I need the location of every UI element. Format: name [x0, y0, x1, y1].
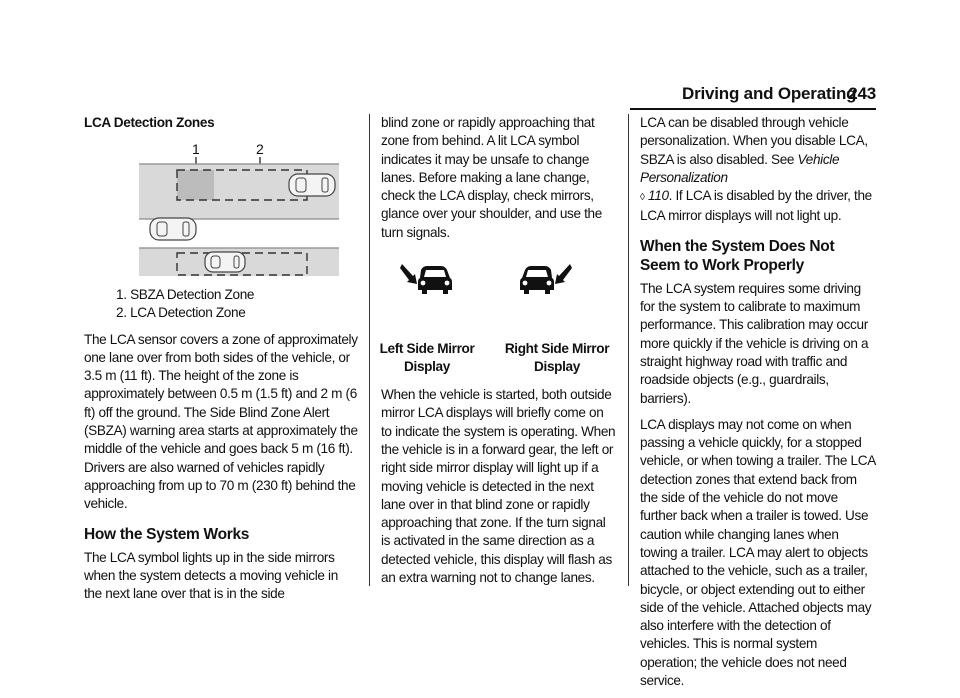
- paragraph: The LCA sensor covers a zone of approximately one lane over from both sides of the vehicle, or 3.5 m (11 ft). The height of the zone is approximately between 0.5 m (1.5 ft) and 2 m (6 ft) off the ground. The Side Blind Zone Alert (SBZA) warning area starts at approximately the middle of the vehicle and goes back 5 m (16 ft). Drivers are also warned of vehicles rapidly approaching from up to 70 m (230 ft) behind the vehicle.: [84, 331, 358, 512]
- column-divider-1: [369, 114, 370, 586]
- vehicle-upper: [289, 174, 335, 196]
- page-ref-icon: ◊: [640, 192, 645, 204]
- paragraph: The LCA symbol lights up in the side mirrors when the system detects a moving vehicle in the next lane over that is in the side: [84, 549, 338, 602]
- page-number: 243: [848, 84, 876, 103]
- legend-item: 1. SBZA Detection Zone: [116, 287, 255, 302]
- paragraph: When the vehicle is started, both outside mirror LCA displays will briefly come on to indicate the system is operating. When the vehicle is in a forward gear, the left or right side mirror display will light up if a moving vehicle is detected in the next lane over in that blind zone or rapidly approaching that zone. If the turn signal is activated in the same direction as a detected vehicle, this display will flash as an extra warning not to change lanes.: [381, 387, 616, 586]
- paragraph: LCA displays may not come on when passing a vehicle quickly, for a stopped vehicle, or when towing a trailer. The LCA detection zones that extend back from the side of the vehicle do not move further back when a trailer is towed. Use caution while changing lanes when towing a trailer. LCA may alert to objects attached to the vehicle, such as a trailer, bicycle, or object extending out to either side of the vehicle. Attached objects may also interfere with the detection of vehicles. This is normal system operation; the vehicle does not need service.: [640, 416, 876, 689]
- lca-detection-zones-figure: [84, 136, 340, 276]
- left-mirror-caption: Left Side Mirror Display: [379, 341, 475, 375]
- left-mirror-lca-icon: [399, 262, 453, 296]
- vehicle-personalization-link[interactable]: Vehicle Personalization: [640, 151, 840, 185]
- lca-zones-heading: LCA Detection Zones: [84, 115, 215, 130]
- callout-1: 1: [192, 141, 200, 157]
- vehicle-lower: [205, 252, 245, 272]
- not-working-heading: When the System Does Not Seem to Work Properly: [640, 237, 835, 274]
- right-mirror-lca-icon: [519, 262, 573, 296]
- right-mirror-caption: Right Side Mirror Display: [504, 341, 610, 375]
- paragraph: LCA can be disabled through vehicle personalization. When you disable LCA, SBZA is also disabled. See Vehicle Personalization ◊ 110. If LCA is disabled by the driver, the LCA mirror displays will not light up.: [640, 115, 872, 224]
- section-title: Driving and Operating: [682, 84, 857, 103]
- column-divider-2: [628, 114, 629, 586]
- header-rule: [630, 108, 876, 110]
- how-system-works-heading: How the System Works: [84, 525, 250, 543]
- column-1: [84, 114, 358, 611]
- paragraph: blind zone or rapidly approaching that zone from behind. A lit LCA symbol indicates it may be unsafe to change lanes. Before making a lane change, check the LCA display, check mirrors, glance over your shoulder, and use the turn signals.: [381, 115, 602, 240]
- host-vehicle: [150, 218, 196, 240]
- column-2: [381, 114, 617, 595]
- figure-legend: [84, 286, 358, 323]
- paragraph: The LCA system requires some driving for the system to calibrate to maximum performance. This calibration may occur more quickly if the vehicle is driving on a straight highway road with traffic and roadside objects (e.g., guardrails, barriers).: [640, 280, 869, 406]
- page-ref-number[interactable]: 110: [648, 188, 669, 204]
- callout-2: 2: [256, 141, 264, 157]
- sbza-zone: [177, 170, 214, 200]
- legend-item: 2. LCA Detection Zone: [116, 305, 246, 321]
- mirror-display-figure: [379, 262, 617, 375]
- column-3: [640, 114, 876, 698]
